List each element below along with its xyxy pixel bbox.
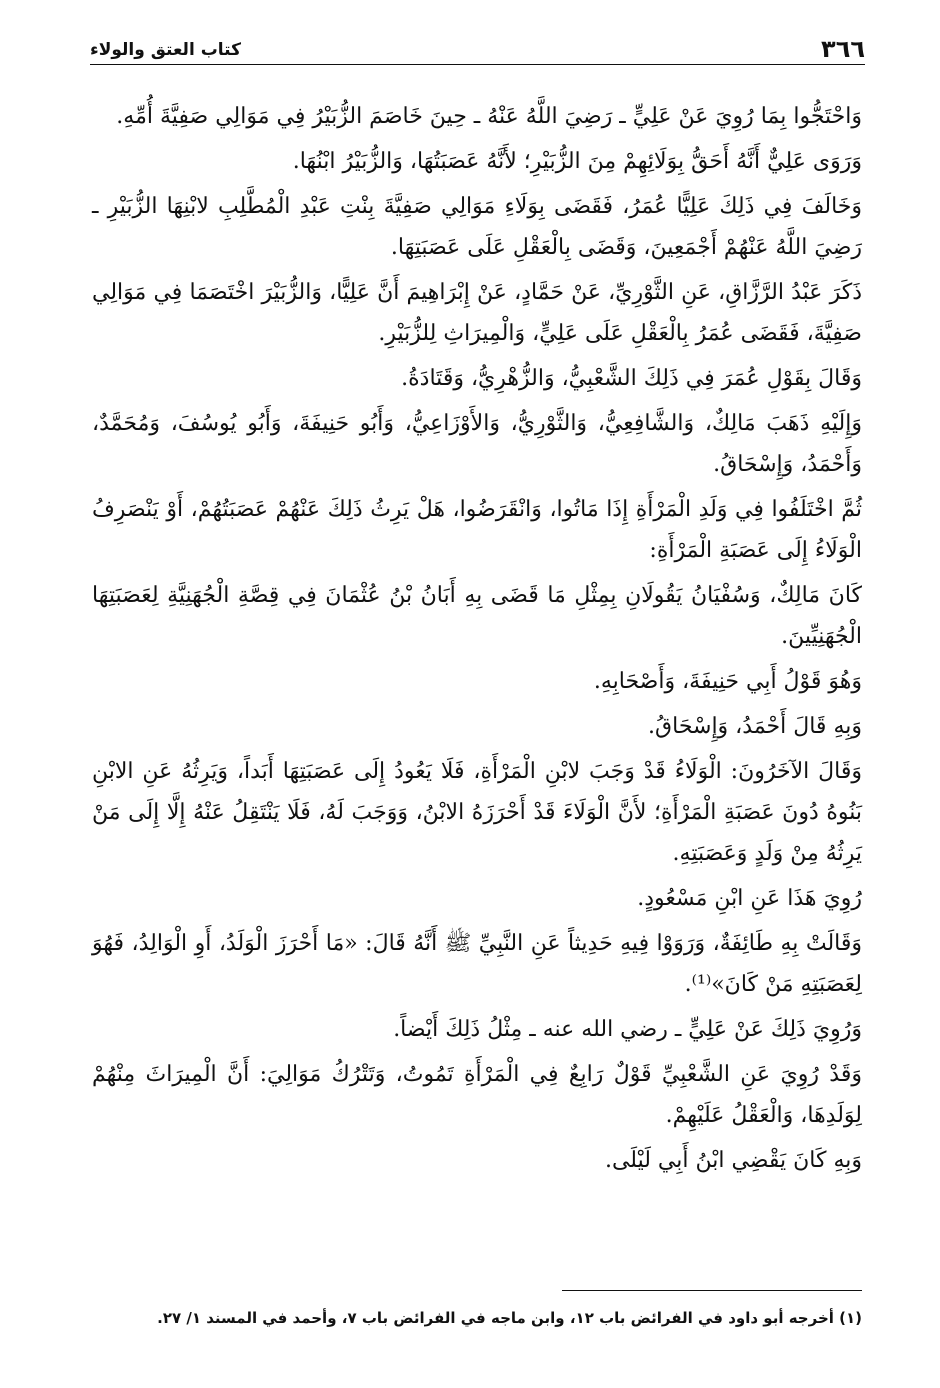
footnote-separator bbox=[562, 1290, 862, 1291]
page-header bbox=[90, 30, 865, 70]
paragraph: وَهُوَ قَوْلُ أَبِي حَنِيفَةَ، وَأَصْحَابِهِ. bbox=[593, 669, 862, 694]
paragraph: وَقَدْ رُوِيَ عَنِ الشَّعْبِيِّ قَوْلٌ رَابِعٌ فِي الْمَرْأَةِ تَمُوتُ، وَتَتْرُكُ مَوَالِيَ: أَنَّ الْمِيرَاثَ مِنْهُمْ لِوَلَدِهَا، وَالْعَقْلُ عَلَيْهِمْ. bbox=[92, 1062, 862, 1128]
paragraph: وَقَالَ بِقَوْلِ عُمَرَ فِي ذَلِكَ الشَّعْبِيُّ، وَالزُّهْرِيُّ، وَقَتَادَةُ. bbox=[401, 366, 862, 391]
paragraph: وَبِهِ قَالَ أَحْمَدُ، وَإِسْحَاقُ. bbox=[648, 714, 862, 739]
paragraph: ثُمَّ اخْتَلَفُوا فِي وَلَدِ الْمَرْأَةِ إِذَا مَاتُوا، وَانْقَرَضُوا، هَلْ يَرِثُ ذَلِكَ عَنْهُمْ عَصَبَتُهُمْ، أَوْ يَنْصَرِفُ الْوَلَاءُ إِلَى عَصَبَةِ الْمَرْأَةِ: bbox=[92, 497, 862, 563]
header-rule bbox=[90, 64, 865, 65]
paragraph: ذَكَرَ عَبْدُ الرَّزَّاقِ، عَنِ الثَّوْرِيِّ، عَنْ حَمَّادٍ، عَنْ إِبْرَاهِيمَ أَنَّ عَلِيًّا، وَالزُّبَيْرَ اخْتَصَمَا فِي مَوَالِي صَفِيَّةَ، فَقَضَى عُمَرُ بِالْعَقْلِ عَلَى عَلِيٍّ، وَالْمِيرَاثِ لِلزُّبَيْرِ. bbox=[92, 280, 863, 346]
paragraph: كَانَ مَالِكٌ، وَسُفْيَانُ يَقُولَانِ بِمِثْلِ مَا قَضَى بِهِ أَبَانُ بْنُ عُثْمَانَ فِي قِصَّةِ الْجُهَنِيَّةِ لِعَصَبَتِهَا الْجُهَنِيِّينَ. bbox=[92, 583, 862, 649]
paragraph: وَقَالَ الآخَرُونَ: الْوَلَاءُ قَدْ وَجَبَ لابْنِ الْمَرْأَةِ، فَلَا يَعُودُ إِلَى عَصَبَتِهَا أَبَداً، وَيَرِثُهُ عَنِ الابْنِ بَنُوهُ دُونَ عَصَبَةِ الْمَرْأَةِ؛ لأَنَّ الْوَلَاءَ قَدْ أَحْرَزَهُ الابْنُ، وَوَجَبَ لَهُ، فَلَا يَنْتَقِلُ عَنْهُ إِلَّا إِلَى مَنْ يَرِثُهُ مِنْ وَلَدٍ وَعَصَبَتِهِ. bbox=[92, 759, 862, 866]
paragraph: وَإِلَيْهِ ذَهَبَ مَالِكٌ، وَالشَّافِعِيُّ، وَالثَّوْرِيُّ، وَالأَوْزَاعِيُّ، وَأَبُو حَنِيفَةَ، وَأَبُو يُوسُفَ، وَمُحَمَّدٌ، وَأَحْمَدُ، وَإِسْحَاقُ. bbox=[92, 411, 862, 477]
paragraph: وَخَالَفَ فِي ذَلِكَ عَلِيًّا عُمَرُ، فَقَضَى بِوَلَاءِ مَوَالِي صَفِيَّةَ بِنْتِ عَبْدِ الْمُطَّلِبِ لابْنِهَا الزُّبَيْرِ ـ رَضِيَ اللَّهُ عَنْهُمْ أَجْمَعِينَ، وَقَضَى بِالْعَقْلِ عَلَى عَصَبَتِهَا. bbox=[92, 194, 862, 260]
page-number: ٣٦٦ bbox=[821, 35, 865, 63]
paragraph: وَرَوَى عَلِيٌّ أَنَّهُ أَحَقُّ بِوَلَائِهِمْ مِنَ الزُّبَيْرِ؛ لأَنَّهُ عَصَبَتُهَا، وَالزُّبَيْرُ ابْنُهَا. bbox=[292, 149, 862, 174]
paragraph: وَاحْتَجُّوا بِمَا رُوِيَ عَنْ عَلِيٍّ ـ رَضِيَ اللَّهُ عَنْهُ ـ حِينَ خَاصَمَ الزُّبَيْرُ فِي مَوَالِي صَفِيَّةَ أُمِّهِ. bbox=[116, 104, 862, 129]
paragraph: وَرُوِيَ ذَلِكَ عَنْ عَلِيٍّ ـ رضي الله عنه ـ مِثْلُ ذَلِكَ أَيْضاً. bbox=[393, 1017, 862, 1042]
body-text bbox=[92, 96, 862, 1185]
running-title: كتاب العتق والولاء bbox=[90, 40, 241, 60]
paragraph: وَبِهِ كَانَ يَقْضِي ابْنُ أَبِي لَيْلَى. bbox=[604, 1148, 862, 1173]
footnote: (١) أخرجه أبو داود في الفرائض باب ١٢، وابن ماجه في الفرائض باب ٧، وأحمد في المسند ١/ ٢٧. bbox=[157, 1309, 862, 1327]
paragraph: وَقَالَتْ بِهِ طَائِفَةٌ، وَرَوَوْا فِيهِ حَدِيثاً عَنِ النَّبِيِّ ﷺ أَنَّهُ قَالَ: «مَا أَحْرَزَ الْوَلَدُ، أَوِ الْوَالِدُ، فَهُوَ لِعَصَبَتِهِ مَنْ كَانَ»⁽¹⁾. bbox=[92, 931, 862, 997]
paragraph: رُوِيَ هَذَا عَنِ ابْنِ مَسْعُودٍ. bbox=[637, 886, 862, 911]
